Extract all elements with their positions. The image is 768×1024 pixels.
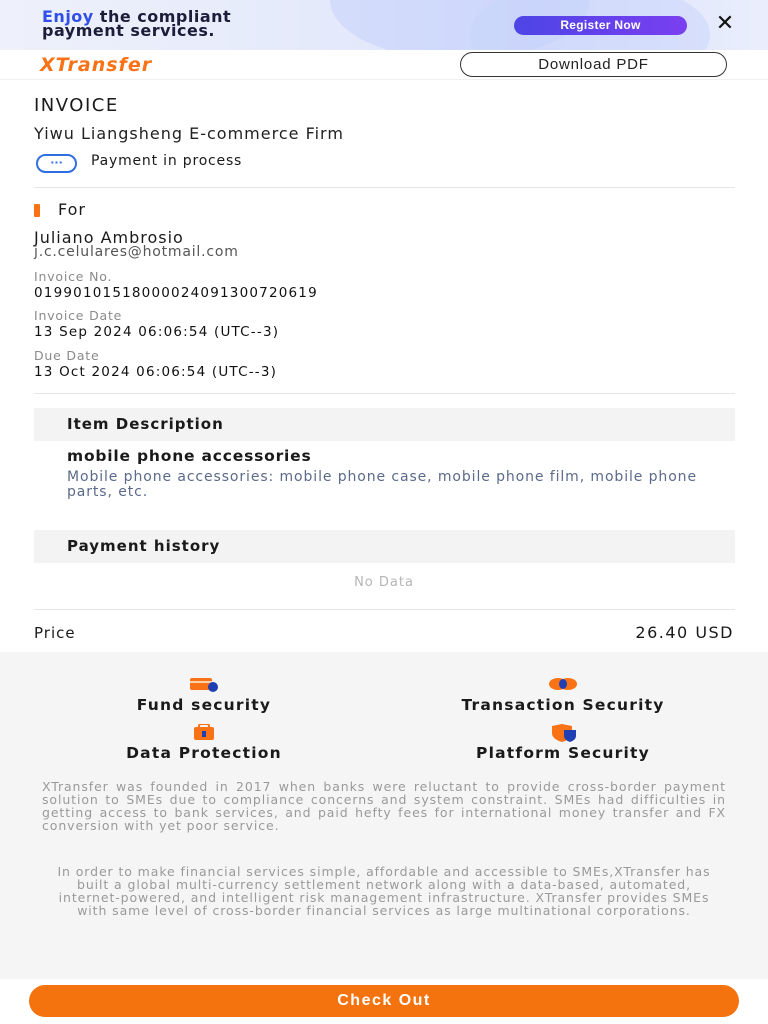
- about-paragraph-1: XTransfer was founded in 2017 when banks were reluctant to provide cross-border payment solution to SMEs due to compliance concerns and system constraint. SMEs had difficulties in getting access to bank services, and paid hefty fees for international money transfer and FX conversion with yet poor service.: [42, 779, 726, 833]
- about-paragraph-2: In order to make financial services simple, affordable and accessible to SMEs,XTransfer has built a global multi-currency settlement network along with a data-based, automated, internet-powered, and intelligent risk management infrastructure. XTransfer provides SMEs with same level of cross-border financial services as large multinational corporations.: [57, 864, 711, 918]
- invoice-number-value: 019901015180000240913007206​19: [34, 285, 318, 301]
- feature-label: Platform Security: [476, 744, 650, 762]
- promo-text: [42, 7, 232, 40]
- invoice-title: INVOICE: [34, 95, 119, 116]
- divider: [34, 187, 735, 188]
- customer-name: Juliano Ambrosio: [34, 228, 184, 247]
- invoice-date-label: Invoice Date: [34, 308, 123, 323]
- divider: [34, 609, 735, 610]
- item-description-header: [34, 408, 735, 441]
- promo-line2: payment services.: [42, 21, 215, 40]
- item-description-text: Mobile phone accessories: mobile phone case, mobile phone film, mobile phone parts, etc.: [67, 469, 697, 500]
- divider: [34, 393, 735, 394]
- item-name: mobile phone accessories: [67, 447, 312, 465]
- promo-highlight: Enjoy: [42, 7, 94, 26]
- customer-email: j.c.celulares@hotmail.com: [34, 244, 239, 260]
- card-icon: [189, 676, 219, 694]
- feature-transaction-security: [403, 676, 723, 714]
- invoice-number-label: Invoice No.: [34, 269, 113, 284]
- top-header: [0, 50, 768, 80]
- xtransfer-logo: XTransfer: [40, 54, 153, 76]
- feature-data-protection: [44, 724, 364, 762]
- company-name: Yiwu Liangsheng E-commerce Firm: [34, 124, 344, 143]
- price-label: Price: [34, 624, 76, 642]
- in-progress-icon: ···: [36, 154, 77, 173]
- feature-label: Transaction Security: [461, 696, 665, 714]
- feature-label: Data Protection: [126, 744, 282, 762]
- feature-platform-security: [403, 724, 723, 762]
- download-pdf-button[interactable]: Download PDF: [460, 52, 727, 77]
- promo-line1: the compliant: [93, 7, 232, 26]
- checkout-bar: [0, 979, 768, 1024]
- item-description-title: Item Description: [67, 415, 224, 433]
- for-label: For: [58, 200, 86, 219]
- due-date-label: Due Date: [34, 348, 100, 363]
- check-out-button[interactable]: Check Out: [29, 985, 739, 1017]
- no-data-text: No Data: [354, 575, 414, 590]
- invoice-date-value: 13 Sep 2024 06:06:54 (UTC--3): [34, 324, 280, 340]
- close-icon[interactable]: ✕: [715, 11, 735, 36]
- feature-label: Fund security: [136, 696, 272, 714]
- register-now-button[interactable]: Register Now: [514, 16, 687, 35]
- status-text: Payment in process: [91, 153, 243, 169]
- payment-history-header: [34, 530, 735, 563]
- section-marker: [34, 204, 40, 217]
- promo-banner: [0, 0, 768, 50]
- security-info-section: [0, 652, 768, 979]
- payment-history-title: Payment history: [67, 537, 221, 555]
- lock-icon: [189, 724, 219, 742]
- feature-fund-security: [44, 676, 364, 714]
- due-date-value: 13 Oct 2024 06:06:54 (UTC--3): [34, 364, 278, 380]
- price-value: 26.40 USD: [635, 623, 734, 642]
- shield-icon: [548, 724, 578, 742]
- exchange-icon: [548, 676, 578, 694]
